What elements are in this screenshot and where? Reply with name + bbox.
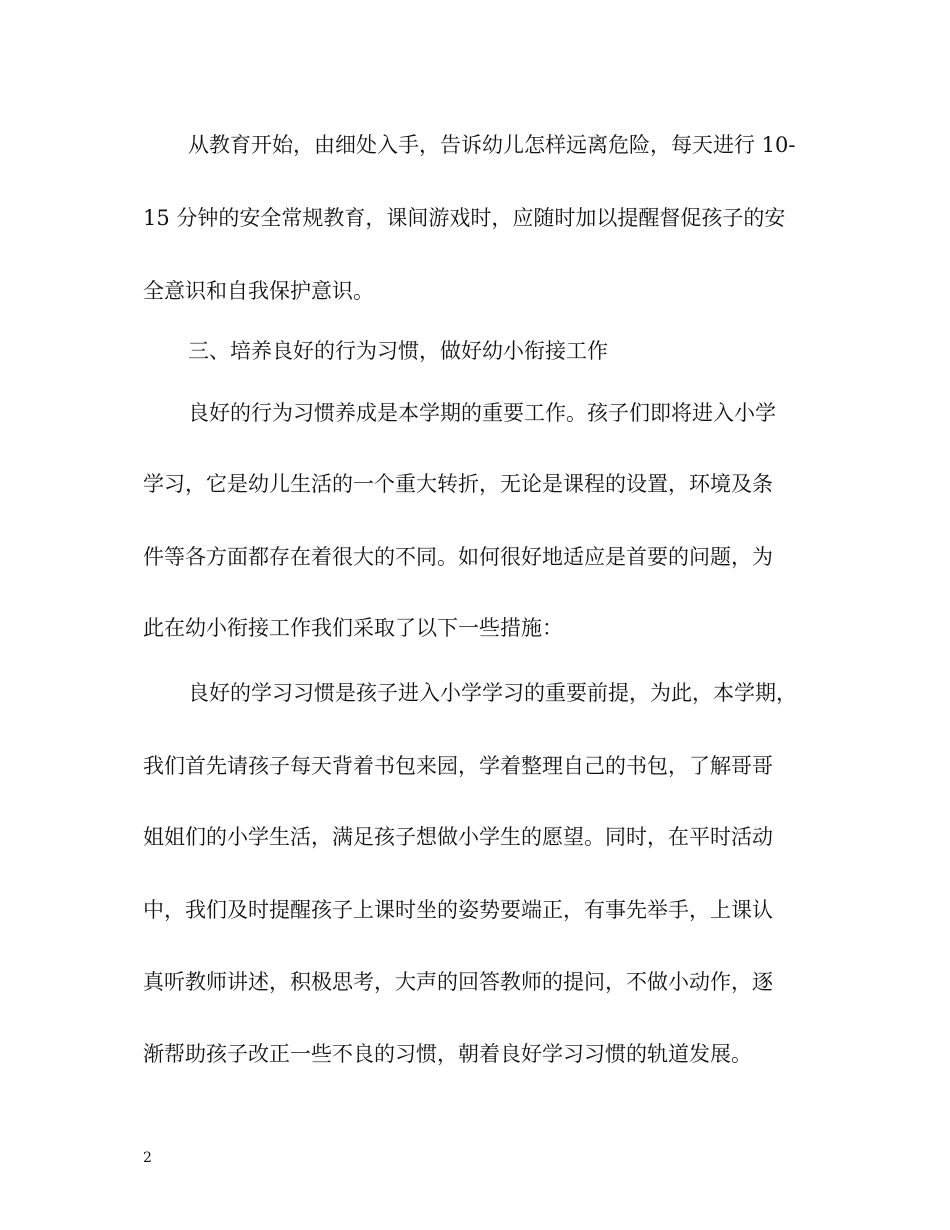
page-number: 2 xyxy=(143,1150,152,1166)
section-heading: 三、培养良好的行为习惯，做好幼小衔接工作 xyxy=(188,339,608,363)
paragraph-2-line-2: 学习，它是幼儿生活的一个重大转折，无论是课程的设置，环境及条 xyxy=(143,472,773,496)
paragraph-1-line-3: 全意识和自我保护意识。 xyxy=(143,279,374,303)
paragraph-2-line-3: 件等各方面都存在着很大的不同。如何很好地适应是首要的问题，为 xyxy=(143,545,773,569)
paragraph-2-line-1: 良好的行为习惯养成是本学期的重要工作。孩子们即将进入小学 xyxy=(188,401,776,425)
paragraph-3-line-4: 中，我们及时提醒孩子上课时坐的姿势要端正，有事先举手，上课认 xyxy=(143,898,773,922)
paragraph-3-line-5: 真听教师讲述，积极思考，大声的回答教师的提问，不做小动作，逐 xyxy=(143,970,773,994)
paragraph-3-line-6: 渐帮助孩子改正一些不良的习惯，朝着良好学习习惯的轨道发展。 xyxy=(143,1042,752,1066)
paragraph-2-line-4: 此在幼小衔接工作我们采取了以下一些措施： xyxy=(143,616,563,640)
paragraph-3-line-1: 良好的学习习惯是孩子进入小学学习的重要前提，为此，本学期， xyxy=(188,681,797,705)
paragraph-3-line-3: 姐姐们的小学生活，满足孩子想做小学生的愿望。同时，在平时活动 xyxy=(143,825,773,849)
paragraph-3-line-2: 我们首先请孩子每天背着书包来园，学着整理自己的书包，了解哥哥 xyxy=(143,754,773,778)
paragraph-1-line-2: 15 分钟的安全常规教育，课间游戏时，应随时加以提醒督促孩子的安 xyxy=(143,206,786,230)
paragraph-1-line-1: 从教育开始，由细处入手，告诉幼儿怎样远离危险，每天进行 10- xyxy=(188,133,796,157)
